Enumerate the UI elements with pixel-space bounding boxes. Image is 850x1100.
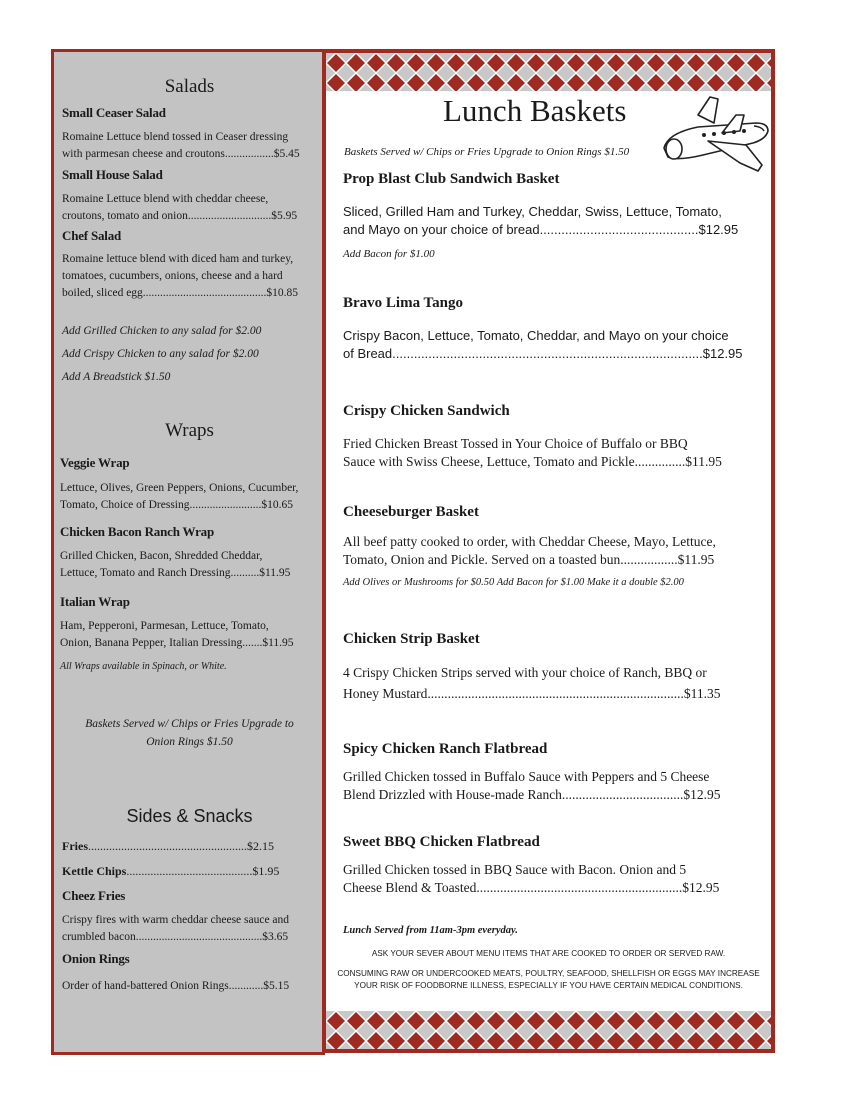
sides-title: Sides & Snacks: [126, 806, 253, 826]
cheez-fries-name: Cheez Fries: [62, 888, 126, 903]
top-diamond-border: [326, 53, 771, 91]
sweet-bbq-chicken-desc: Grilled Chicken tossed in BBQ Sauce with Bacon. Onion and 5 Cheese Blend & Toasted.............................................................$12.95: [343, 862, 720, 895]
salad-addon-crispy: Add Crispy Chicken to any salad for $2.00: [62, 348, 259, 360]
prop-blast-name: Prop Blast Club Sandwich Basket: [343, 171, 560, 187]
wraps-title: Wraps: [165, 420, 214, 441]
kettle-chips-line: Kettle Chips..........................................$1.95: [62, 864, 280, 878]
small-house-salad-desc: Romaine Lettuce blend with cheddar cheese, croutons, tomato and onion.............................$5.95: [62, 193, 298, 222]
chef-salad-desc: Romaine lettuce blend with diced ham and turkey, tomatoes, cucumbers, onions, cheese and a hard boiled, sliced egg...........................................$10.85: [62, 253, 299, 299]
spicy-chicken-ranch-name: Spicy Chicken Ranch Flatbread: [343, 741, 548, 757]
lunch-subtitle: Baskets Served w/ Chips or Fries Upgrade to Onion Rings $1.50: [344, 146, 630, 158]
bravo-lima-tango-name: Bravo Lima Tango: [343, 295, 464, 311]
sweet-bbq-chicken-name: Sweet BBQ Chicken Flatbread: [343, 834, 540, 850]
cheez-fries-desc: Crispy fires with warm cheddar cheese sauce and crumbled bacon............................................$3.65: [62, 914, 290, 943]
chicken-bacon-ranch-wrap-name: Chicken Bacon Ranch Wrap: [60, 524, 214, 539]
ask-server-notice: ASK YOUR SEVER ABOUT MENU ITEMS THAT ARE COOKED TO ORDER OR SERVED RAW.: [371, 949, 726, 958]
salads-title: Salads: [164, 76, 215, 97]
onion-rings-desc: Order of hand-battered Onion Rings............$5.15: [62, 980, 290, 992]
small-ceaser-salad-desc: Romaine Lettuce blend tossed in Ceaser dressing with parmesan cheese and croutons.................$5.45: [62, 131, 300, 160]
italian-wrap-desc: Ham, Pepperoni, Parmesan, Lettuce, Tomato, Onion, Banana Pepper, Italian Dressing.......$11.95: [60, 620, 294, 649]
bravo-lima-tango-desc: Crispy Bacon, Lettuce, Tomato, Cheddar, and Mayo on your choice of Bread......................................................................................$12.95: [343, 328, 743, 361]
basket-upgrade-note: Baskets Served w/ Chips or Fries Upgrade to Onion Rings $1.50: [85, 718, 294, 748]
cheeseburger-basket-desc: All beef patty cooked to order, with Cheddar Cheese, Mayo, Lettuce, Tomato, Onion and Pickle. Served on a toasted bun.................$11.95: [343, 534, 716, 567]
italian-wrap-name: Italian Wrap: [60, 594, 130, 609]
spicy-chicken-ranch-desc: Grilled Chicken tossed in Buffalo Sauce with Peppers and 5 Cheese Blend Drizzled with House-made Ranch....................................$12.95: [343, 769, 721, 802]
veggie-wrap-desc: Lettuce, Olives, Green Peppers, Onions, Cucumber, Tomato, Choice of Dressing.........................$10.65: [60, 482, 299, 511]
prop-blast-desc: Sliced, Grilled Ham and Turkey, Cheddar, Swiss, Lettuce, Tomato, and Mayo on your choice of bread............................................$12.95: [343, 204, 739, 237]
wraps-note: All Wraps available in Spinach, or White.: [60, 661, 227, 672]
chicken-strip-basket-desc: 4 Crispy Chicken Strips served with your choice of Ranch, BBQ or Honey Mustard............................................................................$11.35: [343, 665, 721, 701]
crispy-chicken-sandwich-name: Crispy Chicken Sandwich: [343, 403, 510, 419]
onion-rings-name: Onion Rings: [62, 951, 130, 966]
left-panel: [51, 49, 325, 1055]
airplane-icon: [658, 93, 773, 188]
cheeseburger-basket-note: Add Olives or Mushrooms for $0.50 Add Bacon for $1.00 Make it a double $2.00: [343, 577, 684, 588]
prop-blast-note: Add Bacon for $1.00: [343, 248, 435, 260]
chef-salad-name: Chef Salad: [62, 228, 122, 243]
chicken-bacon-ranch-wrap-desc: Grilled Chicken, Bacon, Shredded Cheddar, Lettuce, Tomato and Ranch Dressing..........$11.95: [60, 550, 291, 579]
right-panel: [322, 49, 775, 1053]
lunch-baskets-title: Lunch Baskets: [443, 93, 627, 128]
fries-line: Fries.....................................................$2.15: [62, 839, 274, 853]
top-diamond-pattern: [326, 53, 771, 91]
salad-addon-breadstick: Add A Breadstick $1.50: [62, 371, 171, 383]
small-house-salad-name: Small House Salad: [62, 167, 163, 182]
bottom-diamond-border: [326, 1011, 771, 1049]
chicken-strip-basket-name: Chicken Strip Basket: [343, 631, 480, 647]
lunch-hours: Lunch Served from 11am-3pm everyday.: [343, 925, 518, 936]
cheeseburger-basket-name: Cheeseburger Basket: [343, 504, 479, 520]
veggie-wrap-name: Veggie Wrap: [60, 455, 130, 470]
small-ceaser-salad-name: Small Ceaser Salad: [62, 105, 166, 120]
salad-addon-grilled: Add Grilled Chicken to any salad for $2.00: [62, 325, 262, 337]
crispy-chicken-sandwich-desc: Fried Chicken Breast Tossed in Your Choice of Buffalo or BBQ Sauce with Swiss Cheese, Lettuce, Tomato and Pickle...............$11.95: [343, 436, 722, 469]
foodborne-warning: CONSUMING RAW OR UNDERCOOKED MEATS, POULTRY, SEAFOOD, SHELLFISH OR EGGS MAY INCREASE YOUR RISK OF FOODBORNE ILLNESS, ESPECIALLY IF YOU HAVE CERTAIN MEDICAL CONDITIONS.: [337, 969, 760, 990]
bottom-diamond-pattern: [326, 1011, 771, 1049]
